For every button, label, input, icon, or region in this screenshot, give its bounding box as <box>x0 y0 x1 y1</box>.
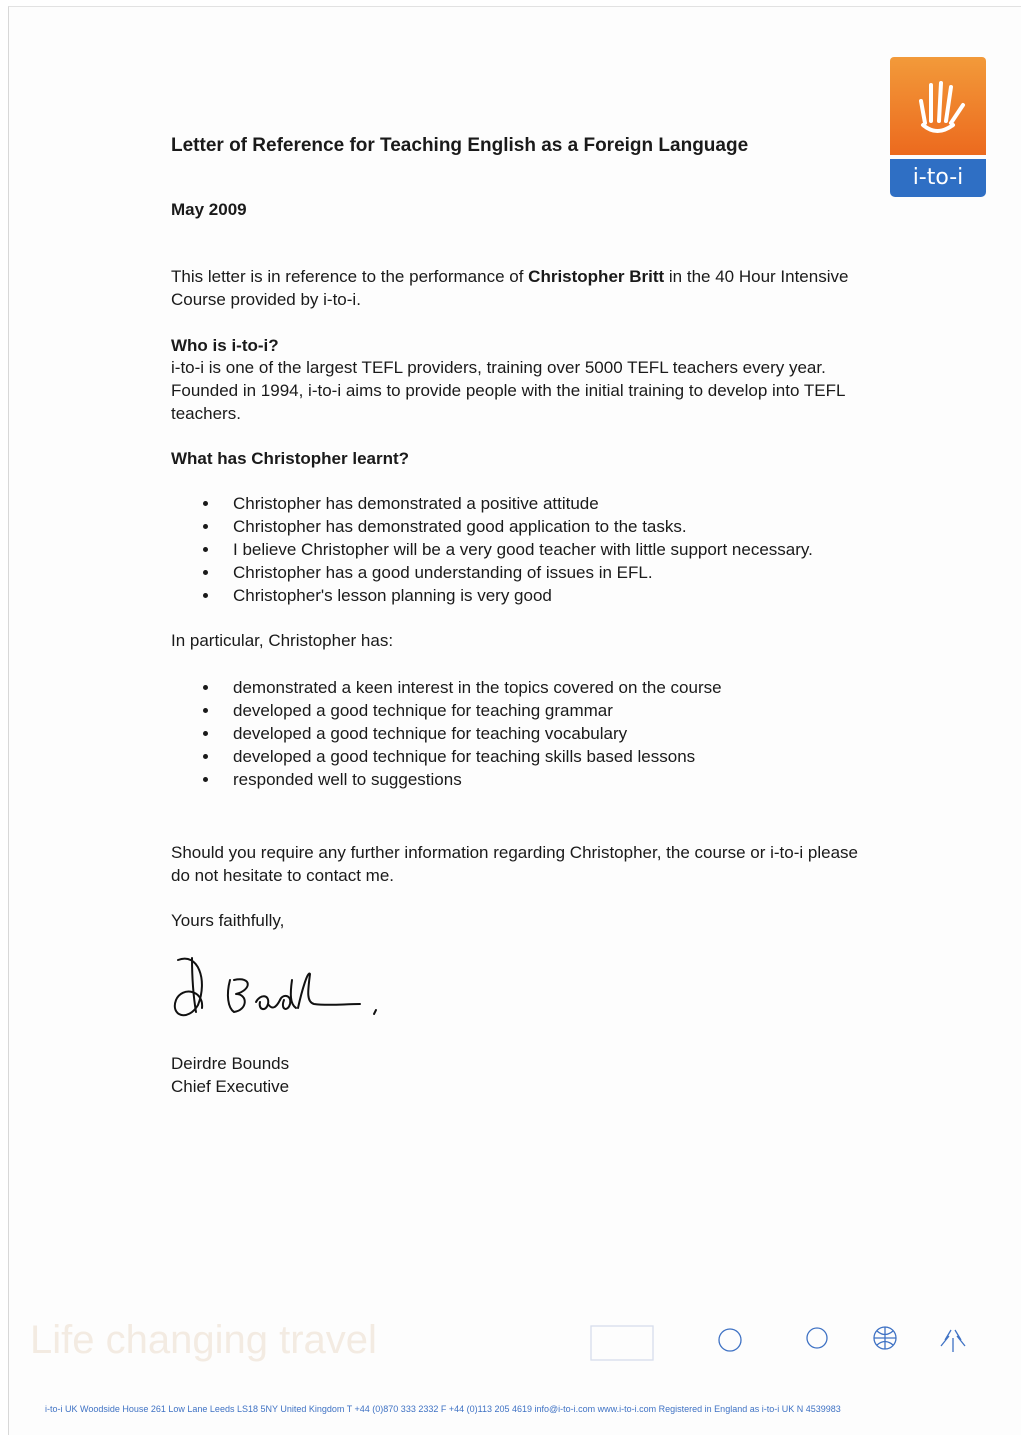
logo-wordmark: i-to-i <box>890 159 986 197</box>
list-item: Christopher has demonstrated good application to the tasks. <box>171 515 813 538</box>
hand-icon <box>890 57 986 155</box>
year-out-icon <box>941 1330 965 1352</box>
list-item: Christopher has demonstrated a positive attitude <box>171 492 813 515</box>
letter-date: May 2009 <box>171 200 247 219</box>
learnt-list <box>171 492 813 607</box>
intro-text-end: in the 40 Hour Intensive Course provided by i-to-i. <box>171 267 849 309</box>
who-heading: Who is i-to-i? <box>171 336 279 355</box>
member-badge-icon <box>591 1326 653 1360</box>
laurel-icon <box>719 1329 741 1351</box>
signer-role: Chief Executive <box>171 1077 290 1096</box>
list-item: Christopher has a good understanding of issues in EFL. <box>171 561 813 584</box>
closing-paragraph: Should you require any further information regarding Christopher, the course or i-to-i please do not hesitate to contact me. <box>171 843 858 885</box>
list-item: responded well to suggestions <box>171 768 722 791</box>
list-item: developed a good technique for teaching vocabulary <box>171 722 722 745</box>
i-to-i-logo <box>890 57 986 197</box>
list-item: demonstrated a keen interest in the topics covered on the course <box>171 676 722 699</box>
sign-off: Yours faithfully, <box>171 911 285 930</box>
handwritten-signature <box>168 950 398 1025</box>
list-item: I believe Christopher will be a very good teacher with little support necessary. <box>171 538 813 561</box>
learnt-heading: What has Christopher learnt? <box>171 449 410 468</box>
signer-name: Deirdre Bounds <box>171 1054 290 1073</box>
particular-intro: In particular, Christopher has: <box>171 631 394 650</box>
fiyto-icon <box>807 1328 827 1348</box>
list-item: developed a good technique for teaching skills based lessons <box>171 745 722 768</box>
accreditation-logos <box>585 1320 995 1370</box>
who-paragraph: i-to-i is one of the largest TEFL providers, training over 5000 TEFL teachers every year. Founded in 1994, i-to-i aims to provide people with the initial training to develop into TEFL teachers. <box>171 358 845 423</box>
particular-list <box>171 676 722 791</box>
candidate-name: Christopher Britt <box>528 267 665 286</box>
signer-block <box>171 1052 289 1098</box>
letter-title: Letter of Reference for Teaching English as a Foreign Language <box>171 135 749 156</box>
list-item: developed a good technique for teaching grammar <box>171 699 722 722</box>
footer-slogan: Life changing travel <box>30 1318 377 1362</box>
list-item: Christopher's lesson planning is very good <box>171 584 813 607</box>
intro-text-start: This letter is in reference to the performance of <box>171 267 529 286</box>
footer-address: i-to-i UK Woodside House 261 Low Lane Leeds LS18 5NY United Kingdom T +44 (0)870 333 2332 F +44 (0)113 205 4619 info@i-to-i.com www.i-to-i.com Registered in England as i-to-i UK N 4539983 <box>45 1404 841 1414</box>
intro-paragraph <box>171 265 851 311</box>
